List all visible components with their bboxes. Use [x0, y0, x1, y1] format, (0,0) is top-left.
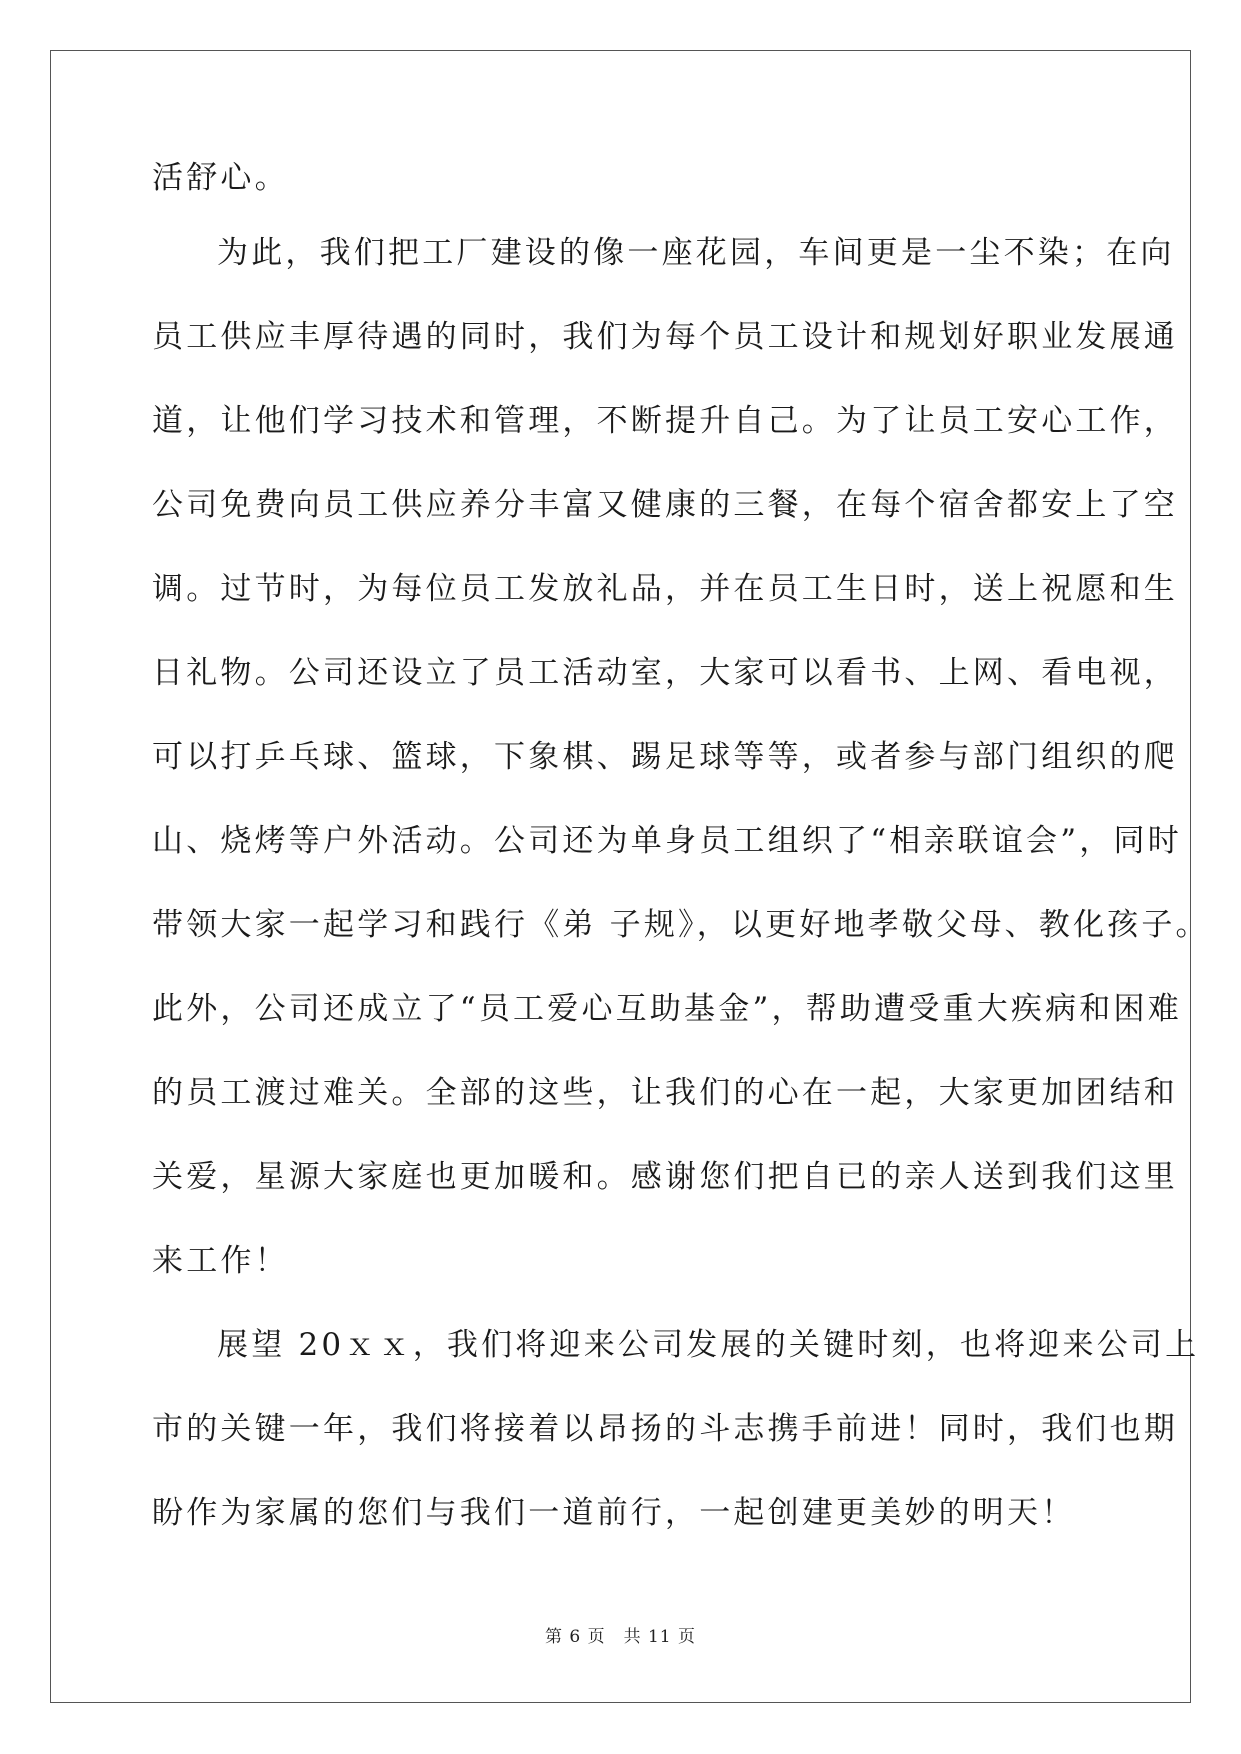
text-line-14: 来工作！ — [152, 1243, 289, 1279]
text-line-10: 带领大家一起学习和践行《弟 子规》，以更好地孝敬父母、教化孩子。 — [152, 907, 1210, 943]
text-line-9: 山、烧烤等户外活动。公司还为单身员工组织了“相亲联谊会”，同时 — [152, 823, 1182, 859]
text-line-13: 关爱，星源大家庭也更加暖和。感谢您们把自已的亲人送到我们这里 — [152, 1159, 1178, 1195]
text-line-16: 市的关键一年，我们将接着以昂扬的斗志携手前进！同时，我们也期 — [152, 1411, 1178, 1447]
text-line-15: 展望 20ｘｘ，我们将迎来公司发展的关键时刻，也将迎来公司上 — [217, 1327, 1200, 1363]
page-number-label: 第 6 页 共 11 页 — [544, 1627, 697, 1647]
text-line-6: 调。过节时，为每位员工发放礼品，并在员工生日时，送上祝愿和生 — [152, 571, 1178, 607]
text-line-11: 此外，公司还成立了“员工爱心互助基金”，帮助遭受重大疾病和困难 — [152, 991, 1182, 1027]
document-body — [152, 155, 1210, 1555]
text-line-5: 公司免费向员工供应养分丰富又健康的三餐，在每个宿舍都安上了空 — [152, 487, 1178, 523]
text-line-7: 日礼物。公司还设立了员工活动室，大家可以看书、上网、看电视， — [152, 655, 1178, 691]
text-line-1: 活舒心。 — [152, 160, 289, 196]
text-line-12: 的员工渡过难关。全部的这些，让我们的心在一起，大家更加团结和 — [152, 1075, 1178, 1111]
page-footer — [0, 1622, 1241, 1647]
text-line-8: 可以打乒乓球、篮球，下象棋、踢足球等等，或者参与部门组织的爬 — [152, 739, 1178, 775]
text-line-4: 道，让他们学习技术和管理，不断提升自己。为了让员工安心工作， — [152, 403, 1178, 439]
text-line-17: 盼作为家属的您们与我们一道前行，一起创建更美妙的明天！ — [152, 1495, 1076, 1531]
text-line-3: 员工供应丰厚待遇的同时，我们为每个员工设计和规划好职业发展通 — [152, 319, 1178, 355]
text-line-2: 为此，我们把工厂建设的像一座花园，车间更是一尘不染；在向 — [217, 235, 1175, 271]
